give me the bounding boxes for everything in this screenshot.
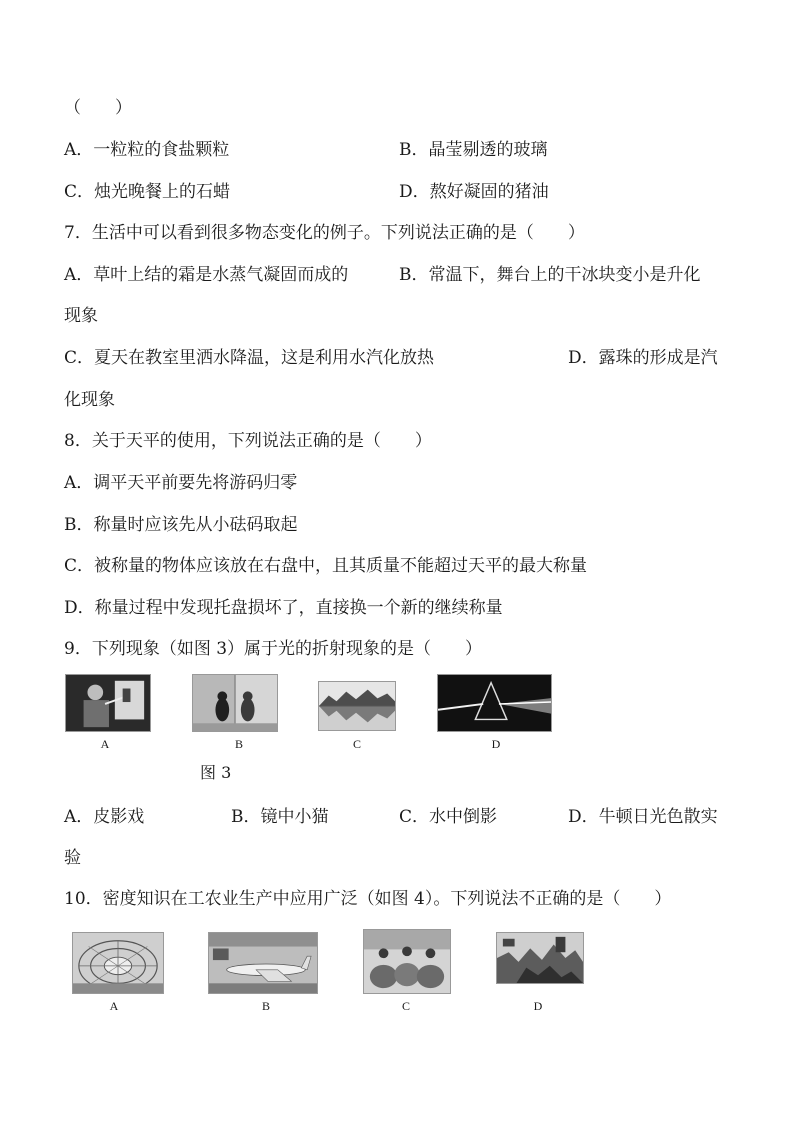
- q10-image-c-workers-baskets: [363, 929, 451, 994]
- q6-option-c: C．烛光晚餐上的石蜡: [64, 182, 231, 202]
- q10-image-b-aircraft: [208, 932, 318, 994]
- q9-image-a-shadow-puppet: [65, 674, 151, 732]
- q8-option-d: D．称量过程中发现托盘损坏了，直接换一个新的继续称量: [64, 598, 503, 618]
- q9-option-d: D．牛顿日光色散实: [568, 807, 718, 827]
- q7-option-b-wrap: 现象: [64, 306, 98, 326]
- q9-option-d-wrap: 验: [64, 848, 81, 868]
- q9-option-b: B．镜中小猫: [231, 807, 329, 827]
- q10-stem: 10．密度知识在工农业生产中应用广泛（如图 4）。下列说法不正确的是（ ）: [64, 889, 672, 909]
- q10-image-label-a: A: [109, 999, 119, 1013]
- q9-image-b-cat-mirror: [192, 674, 278, 732]
- q7-option-a: A．草叶上结的霜是水蒸气凝固而成的: [64, 265, 349, 285]
- q10-image-label-b: B: [261, 999, 270, 1013]
- q10-image-a-stadium: [72, 932, 164, 994]
- q8-option-c: C．被称量的物体应该放在右盘中，且其质量不能超过天平的最大称量: [64, 556, 588, 576]
- q6-option-b: B．晶莹剔透的玻璃: [399, 140, 548, 160]
- q7-option-c: C．夏天在教室里洒水降温，这是利用水汽化放热: [64, 348, 435, 368]
- q7-option-b: B．常温下，舞台上的干冰块变小是升化: [399, 265, 701, 285]
- q7-stem: 7．生活中可以看到很多物态变化的例子。下列说法正确的是（ ）: [64, 223, 585, 243]
- q9-stem: 9．下列现象（如图 3）属于光的折射现象的是（ ）: [64, 639, 483, 659]
- q9-image-label-c: C: [352, 737, 361, 751]
- q10-image-d-rubble: [496, 932, 584, 984]
- q7-option-d-wrap: 化现象: [64, 390, 115, 410]
- q9-option-a: A．皮影戏: [64, 807, 145, 827]
- q6-paren: （ ）: [64, 98, 132, 118]
- q10-image-label-d: D: [533, 999, 543, 1013]
- q9-image-label-b: B: [234, 737, 243, 751]
- q9-image-label-a: A: [100, 737, 110, 751]
- q9-option-c: C．水中倒影: [399, 807, 498, 827]
- q9-image-label-d: D: [491, 737, 501, 751]
- q8-option-a: A．调平天平前要先将游码归零: [64, 473, 298, 493]
- q9-image-d-prism-dispersion: [437, 674, 552, 732]
- q7-option-d: D．露珠的形成是汽: [568, 348, 718, 368]
- q10-image-label-c: C: [401, 999, 410, 1013]
- q9-image-c-water-reflection: [318, 681, 396, 731]
- q6-option-d: D．熬好凝固的猪油: [399, 182, 549, 202]
- q8-stem: 8．关于天平的使用，下列说法正确的是（ ）: [64, 431, 432, 451]
- q6-option-a: A．一粒粒的食盐颗粒: [64, 140, 230, 160]
- figure-3-caption: 图 3: [200, 763, 232, 782]
- q8-option-b: B．称量时应该先从小砝码取起: [64, 515, 298, 535]
